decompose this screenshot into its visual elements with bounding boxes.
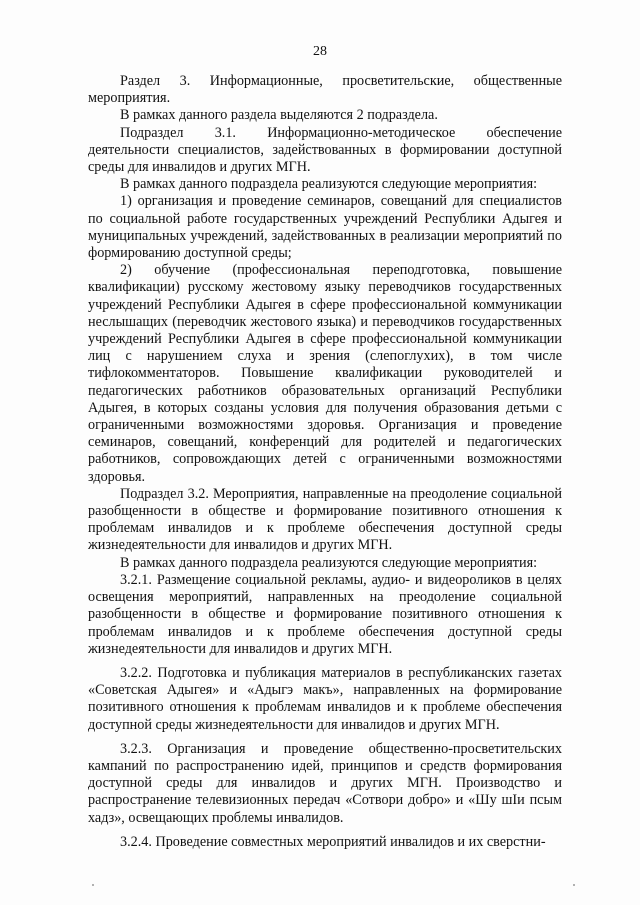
- body-paragraph: В рамках данного подраздела реализуются следующие мероприятия:: [120, 554, 538, 571]
- list-item-paragraph: 2) обучение (профессиональная переподготовка, повышение квалификации) русскому жестовому языку переводчиков государственных учреждений Республики Адыгея в сфере профессиональной коммуникации неслышащих (переводчик жестового языка) и переводчиков государственных учреждений Республики Адыгея в сфере профессиональной коммуникации лиц с нарушением слуха и зрения (слепоглухих), в том числе тифлокомментаторов. Повышение квалификации руководителей и педагогических работников образовательных организаций Республики Адыгея, в которых созданы условия для получения образования детьми с ограниченными возможностями здоровья. Организация и проведение семинаров, совещаний, конференций для родителей и педагогических работников, сопровождающих детей с ограниченными возможностями здоровья.: [88, 262, 562, 485]
- subsection-heading-paragraph: Подраздел 3.1. Информационно-методическое обеспечение деятельности специалистов, задействованных в формировании доступной среды для инвалидов и других МГН.: [88, 124, 562, 176]
- document-body: [88, 73, 562, 851]
- body-paragraph: В рамках данного подраздела реализуются следующие мероприятия:: [120, 176, 538, 193]
- list-item-paragraph: 1) организация и проведение семинаров, совещаний для специалистов по социальной работе государственных учреждений Республики Адыгея и муниципальных учреждений, задействованных в реализации мероприятий по формированию доступной среды;: [88, 193, 562, 262]
- scan-speck: [92, 884, 94, 886]
- scan-speck: [573, 884, 575, 886]
- section-heading-paragraph: Раздел 3. Информационные, просветительские, общественные мероприятия.: [88, 73, 562, 107]
- page-number: 28: [313, 44, 327, 59]
- list-item-paragraph: 3.2.1. Размещение социальной рекламы, аудио- и видеороликов в целях освещения мероприятий, направленных на преодоление социальной разобщенности в обществе и формирование позитивного отношения к проблемам инвалидов и к проблеме обеспечения доступной среды жизнедеятельности для инвалидов и других МГН.: [88, 571, 562, 657]
- list-item-paragraph: 3.2.3. Организация и проведение общественно-просветительских кампаний по распространению идей, принципов и средств формирования доступной среды для инвалидов и других МГН. Производство и распространение телевизионных передач «Сотвори добро» и «Шу шIи псым хадз», освещающих проблемы инвалидов.: [88, 740, 562, 826]
- list-item-paragraph: 3.2.2. Подготовка и публикация материалов в республиканских газетах «Советская Адыгея» и «Адыгэ макъ», направленных на формирование позитивного отношения к проблемам инвалидов и к проблеме обеспечения доступной среды жизнедеятельности для инвалидов и других МГН.: [88, 664, 562, 733]
- subsection-heading-paragraph: Подраздел 3.2. Мероприятия, направленные на преодоление социальной разобщенности в обществе и формирование позитивного отношения к проблемам инвалидов и к проблеме обеспечения доступной среды жизнедеятельности для инвалидов и других МГН.: [88, 485, 562, 554]
- list-item-paragraph: 3.2.4. Проведение совместных мероприятий инвалидов и их сверстни-: [120, 833, 546, 850]
- body-paragraph: В рамках данного раздела выделяются 2 подраздела.: [120, 107, 438, 124]
